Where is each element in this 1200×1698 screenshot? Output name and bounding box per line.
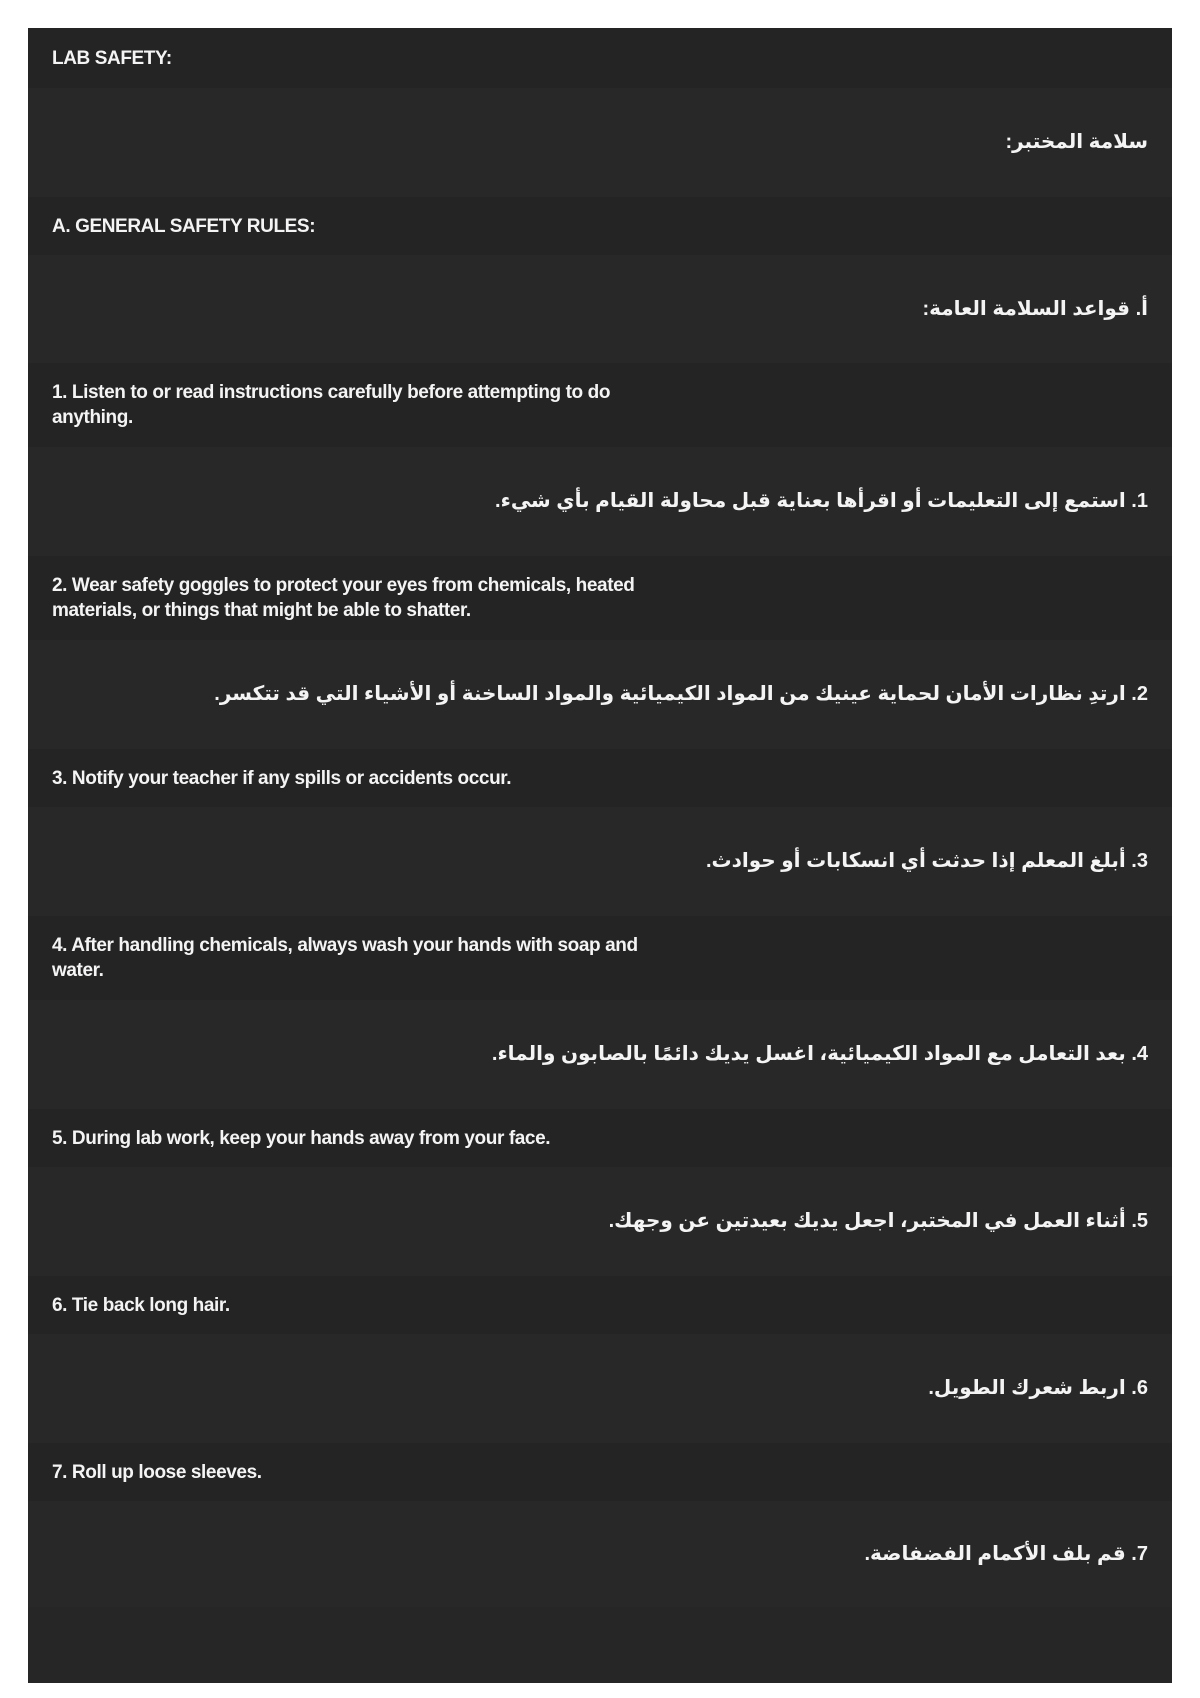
title-english-text: LAB SAFETY: <box>52 47 172 69</box>
page-bottom-space <box>28 1607 1172 1683</box>
rule-text-english: 4. After handling chemicals, always wash your hands with soap and water. <box>52 935 638 981</box>
rule-text-english: 2. Wear safety goggles to protect your eyes from chemicals, heated materials, or things that might be able to shatter. <box>52 575 635 621</box>
rule-3-arabic <box>28 807 1172 916</box>
rule-text-english: 1. Listen to or read instructions carefully before attempting to do anything. <box>52 382 611 428</box>
rule-7-english <box>28 1443 1172 1501</box>
rule-6-english <box>28 1276 1172 1334</box>
rule-text-english: 7. Roll up loose sleeves. <box>52 1461 262 1483</box>
title-arabic <box>28 88 1172 197</box>
rule-text-arabic: 2. ارتدِ نظارات الأمان لحماية عينيك من المواد الكيميائية والمواد الساخنة أو الأشياء التي قد تتكسر. <box>214 683 1148 705</box>
rule-5-arabic <box>28 1167 1172 1276</box>
rule-text-arabic: 3. أبلغ المعلم إذا حدثت أي انسكابات أو حوادث. <box>705 850 1148 872</box>
title-arabic-text: سلامة المختبر: <box>1005 131 1148 153</box>
rule-1-arabic <box>28 447 1172 556</box>
section-heading-english <box>28 197 1172 255</box>
rule-2-arabic <box>28 640 1172 749</box>
rule-text-english: 6. Tie back long hair. <box>52 1294 230 1316</box>
rule-text-arabic: 6. اربط شعرك الطويل. <box>928 1377 1148 1399</box>
rule-text-arabic: 1. استمع إلى التعليمات أو اقرأها بعناية قبل محاولة القيام بأي شيء. <box>495 490 1148 512</box>
rule-3-english <box>28 749 1172 807</box>
rule-2-english <box>28 556 1172 640</box>
rule-text-english: 5. During lab work, keep your hands away from your face. <box>52 1127 551 1149</box>
rule-7-arabic <box>28 1501 1172 1607</box>
rule-1-english <box>28 363 1172 447</box>
section-heading-arabic <box>28 255 1172 363</box>
section-heading-arabic-text: أ. قواعد السلامة العامة: <box>922 297 1148 320</box>
section-heading-english-text: A. GENERAL SAFETY RULES: <box>52 215 316 237</box>
rule-6-arabic <box>28 1334 1172 1443</box>
rule-text-arabic: 7. قم بلف الأكمام الفضفاضة. <box>864 1542 1148 1565</box>
rule-4-arabic <box>28 1000 1172 1109</box>
document-page <box>28 28 1172 1668</box>
rule-text-english: 3. Notify your teacher if any spills or accidents occur. <box>52 767 512 789</box>
title-english <box>28 28 1172 88</box>
rule-text-arabic: 4. بعد التعامل مع المواد الكيميائية، اغسل يديك دائمًا بالصابون والماء. <box>491 1043 1148 1065</box>
rule-text-arabic: 5. أثناء العمل في المختبر، اجعل يديك بعيدتين عن وجهك. <box>608 1210 1148 1232</box>
rule-5-english <box>28 1109 1172 1167</box>
rule-4-english <box>28 916 1172 1000</box>
